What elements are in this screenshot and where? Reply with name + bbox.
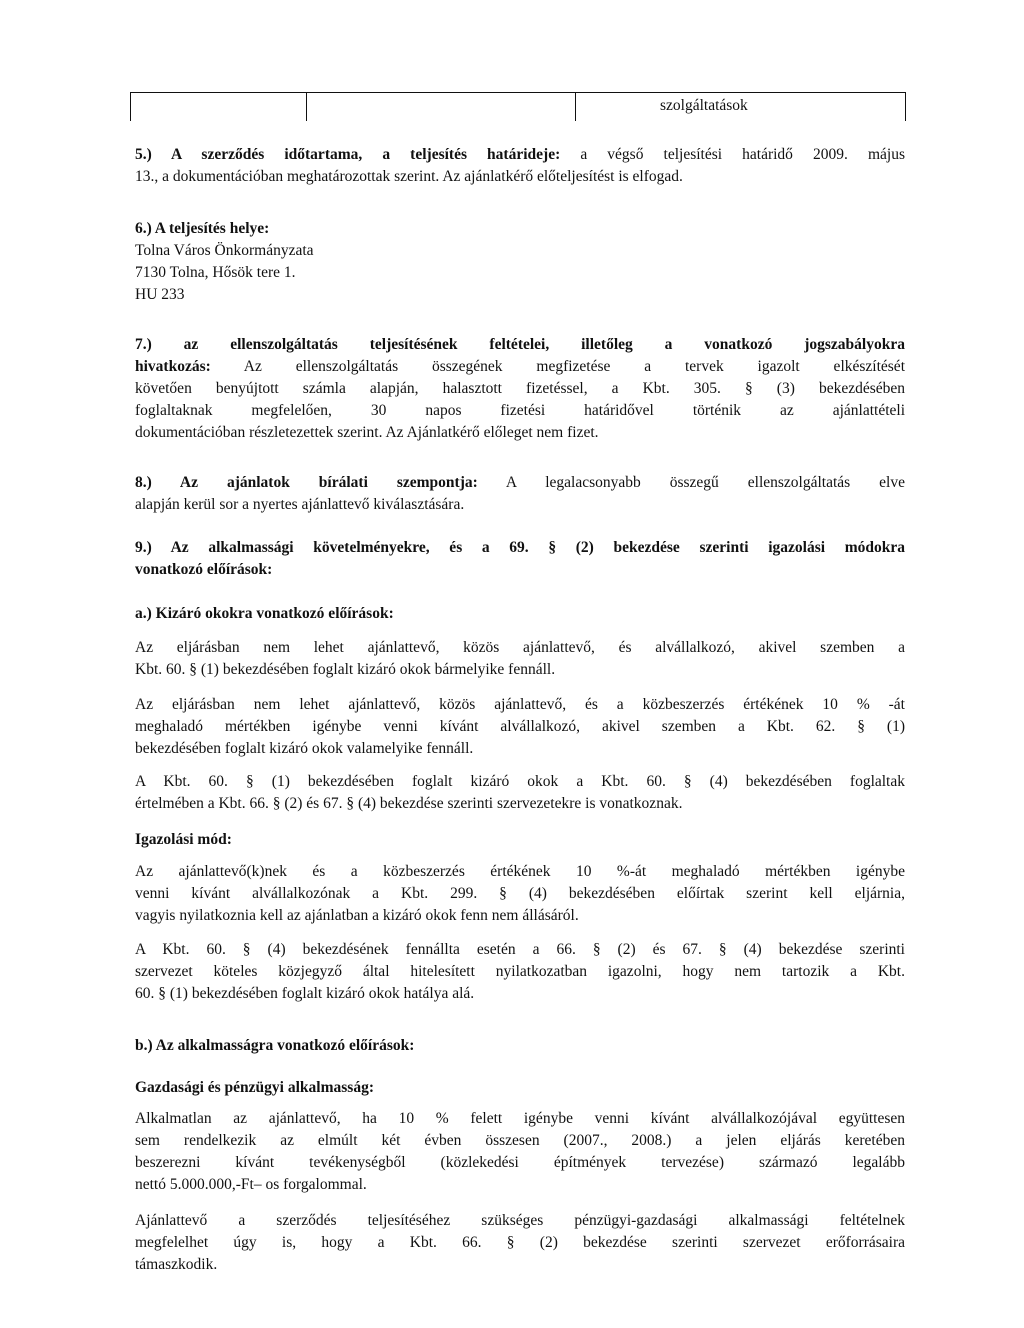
paragraph-line: Az ajánlattevő(k)nek és a közbeszerzés értékének 10 %-át meghaladó mértékben igénybe: [135, 863, 905, 880]
section-b-subheading: Gazdasági és pénzügyi alkalmasság:: [135, 1079, 374, 1096]
paragraph-line: venni kívánt alvállalkozónak a Kbt. 299. § (4) bekezdésében előírtak szerint kell eljárnia,: [135, 885, 905, 902]
section-9-heading: 9.) Az alkalmassági követelményekre, és a 69. § (2) bekezdése szerinti igazolási módokra: [135, 539, 905, 556]
address-line: Tolna Város Önkormányzata: [135, 242, 314, 259]
paragraph-line: A Kbt. 60. § (4) bekezdésének fennállta esetén a 66. § (2) és 67. § (4) bekezdése szerinti: [135, 941, 905, 958]
paragraph-line: Az eljárásban nem lehet ajánlattevő, közös ajánlattevő, és a közbeszerzés értékének 10 % -át: [135, 696, 905, 713]
section-a-paragraph: [135, 771, 905, 815]
table-cell-border: [130, 92, 307, 121]
paragraph-line: szervezet köteles közjegyző által hitelesített nyilatkozatban igazolni, hogy nem tartozik a Kbt.: [135, 963, 905, 980]
section-a-paragraph: [135, 939, 905, 1005]
paragraph-line: sem rendelkezik az elmúlt két évben összesen (2007., 2008.) a jelen eljárás keretében: [135, 1132, 905, 1149]
paragraph-line: nettó 5.000.000,-Ft– os forgalommal.: [135, 1176, 367, 1193]
section-b-heading: b.) Az alkalmasságra vonatkozó előírások:: [135, 1037, 415, 1054]
section-a-heading: a.) Kizáró okokra vonatkozó előírások:: [135, 605, 394, 622]
section-a-paragraph: [135, 637, 905, 681]
section-a-paragraph: [135, 861, 905, 927]
section-7: [135, 334, 905, 444]
section-7-text: Az ellenszolgáltatás összegének megfizetése a tervek igazolt elkészítését: [210, 358, 905, 375]
paragraph-line: értelmében a Kbt. 66. § (2) és 67. § (4) bekezdése szerinti szervezetekre is vonatkoznak.: [135, 795, 683, 812]
section-9-heading: vonatkozó előírások:: [135, 561, 273, 578]
paragraph-line: meghaladó mértékben igénybe venni kívánt alvállalkozó, akivel szemben a Kbt. 62. § (1): [135, 718, 905, 735]
section-7-heading: hivatkozás:: [135, 358, 211, 375]
section-5-text: 13., a dokumentációban meghatározottak szerint. Az ajánlatkérő előteljesítést is elfogad.: [135, 168, 683, 185]
section-6: [135, 218, 905, 306]
paragraph-line: Alkalmatlan az ajánlattevő, ha 10 % felett igénybe venni kívánt alvállalkozójával együttesen: [135, 1110, 905, 1127]
paragraph-line: Kbt. 60. § (1) bekezdésében foglalt kizáró okok bármelyike fennáll.: [135, 661, 556, 678]
paragraph-line: beszerezni kívánt tevékenységből (közlekedési építmények tervezése) származó legalább: [135, 1154, 905, 1171]
section-b-paragraph: [135, 1210, 905, 1276]
igazolasi-heading: Igazolási mód:: [135, 831, 232, 848]
table-cell-border: [305, 92, 576, 121]
section-9: [135, 537, 905, 581]
section-7-text: dokumentációban részletezettek szerint. Az Ajánlatkérő előleget nem fizet.: [135, 424, 599, 441]
section-7-text: követően benyújtott számla alapján, halasztott fizetéssel, a Kbt. 305. § (3) bekezdésében: [135, 380, 905, 397]
table-cell-text: szolgáltatások: [660, 97, 748, 114]
section-a-paragraph: [135, 694, 905, 760]
igazolasi-heading-block: [135, 829, 905, 851]
section-5: [135, 144, 905, 188]
paragraph-line: A Kbt. 60. § (1) bekezdésében foglalt kizáró okok a Kbt. 60. § (4) bekezdésében foglaltak: [135, 773, 905, 790]
section-b-subheading-block: [135, 1077, 905, 1099]
section-b-paragraph: [135, 1108, 905, 1196]
paragraph-line: 60. § (1) bekezdésében foglalt kizáró okok hatálya alá.: [135, 985, 475, 1002]
paragraph-line: bekezdésében foglalt kizáró okok valamelyike fennáll.: [135, 740, 474, 757]
section-8-text: alapján kerül sor a nyertes ajánlattevő kiválasztására.: [135, 496, 465, 513]
paragraph-line: vagyis nyilatkoznia kell az ajánlatban a kizáró okok fenn nem állásáról.: [135, 907, 579, 924]
address-line: HU 233: [135, 286, 185, 303]
section-6-heading: 6.) A teljesítés helye:: [135, 220, 270, 237]
paragraph-line: megfelelhet úgy is, hogy a Kbt. 66. § (2) bekezdése szerinti szervezet erőforrásaira: [135, 1234, 905, 1251]
paragraph-line: Az eljárásban nem lehet ajánlattevő, közös ajánlattevő, és alvállalkozó, akivel szemben a: [135, 639, 905, 656]
section-5-heading: 5.) A szerződés időtartama, a teljesítés határideje:: [135, 146, 561, 163]
section-8-text: A legalacsonyabb összegű ellenszolgáltatás elve: [477, 474, 905, 491]
section-7-text: foglaltaknak megfelelően, 30 napos fizetési határidővel történik az ajánlattételi: [135, 402, 905, 419]
paragraph-line: támaszkodik.: [135, 1256, 218, 1273]
section-7-heading: 7.) az ellenszolgáltatás teljesítésének feltételei, illetőleg a vonatkozó jogszabályokra: [135, 336, 905, 353]
paragraph-line: Ajánlattevő a szerződés teljesítéséhez szükséges pénzügyi-gazdasági alkalmassági feltételnek: [135, 1212, 905, 1229]
address-line: 7130 Tolna, Hősök tere 1.: [135, 264, 296, 281]
section-8-heading: 8.) Az ajánlatok bírálati szempontja:: [135, 474, 478, 491]
section-8: [135, 472, 905, 516]
section-5-text: a végső teljesítési határidő 2009. május: [560, 146, 905, 163]
section-b-heading-block: [135, 1035, 905, 1057]
section-a-heading-block: [135, 603, 905, 625]
